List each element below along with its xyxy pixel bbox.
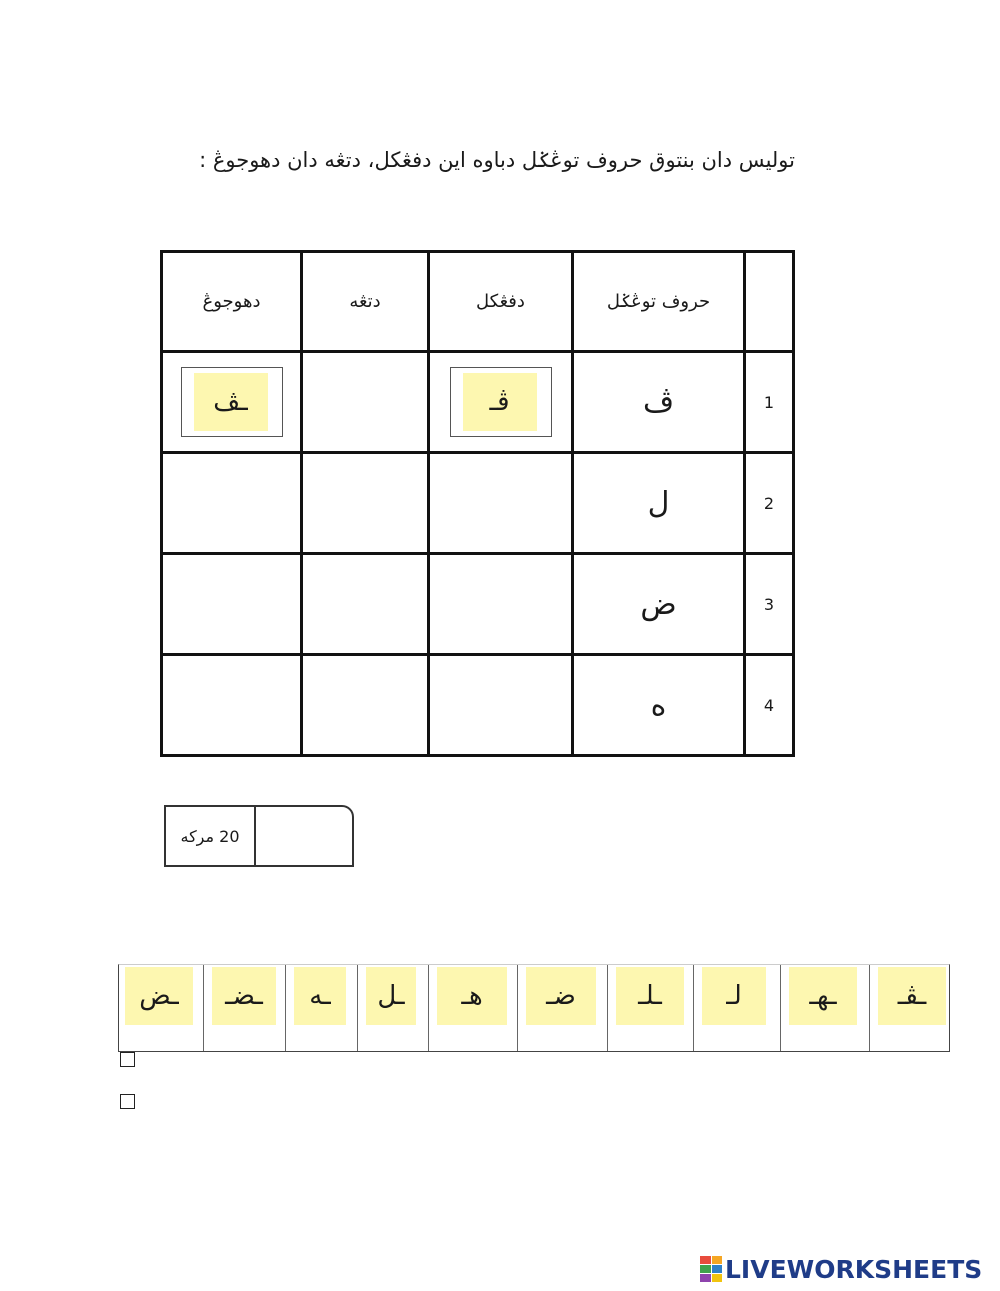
letters-table	[160, 250, 795, 757]
answer-tile[interactable]: ڤـ	[463, 373, 537, 431]
word-bank-cell	[781, 965, 870, 1051]
header-pangkal: دفڠكل	[429, 252, 573, 352]
word-bank-cell	[358, 965, 429, 1051]
header-single-letter: حروف توڠݢل	[573, 252, 745, 352]
draggable-tile[interactable]: ـه	[294, 967, 346, 1025]
word-bank-cell	[119, 965, 204, 1051]
table-header-row	[162, 252, 794, 352]
drop-cell-tengah-2[interactable]	[302, 453, 429, 554]
drop-cell-hujung-4[interactable]	[162, 655, 302, 756]
logo-text: LIVEWORKSHEETS	[725, 1254, 983, 1284]
draggable-tile[interactable]: ـض	[125, 967, 193, 1025]
drop-cell-hujung-2[interactable]	[162, 453, 302, 554]
table-row	[162, 352, 794, 453]
word-bank-cell	[870, 965, 949, 1051]
drop-cell-tengah-1[interactable]	[302, 352, 429, 453]
draggable-tile[interactable]: ضـ	[526, 967, 596, 1025]
drop-cell-pangkal-1[interactable]	[429, 352, 573, 453]
header-hujung: دهوجوڠ	[162, 252, 302, 352]
row-number: 1	[745, 352, 794, 453]
row-number: 4	[745, 655, 794, 756]
liveworksheets-logo	[700, 1255, 982, 1283]
draggable-tile[interactable]: ـهـ	[789, 967, 857, 1025]
word-bank-cell	[286, 965, 358, 1051]
drop-cell-pangkal-4[interactable]	[429, 655, 573, 756]
word-bank	[118, 964, 950, 1052]
table-row	[162, 554, 794, 655]
checkbox-1[interactable]	[120, 1052, 135, 1067]
drop-cell-hujung-1[interactable]	[162, 352, 302, 453]
score-value	[256, 807, 352, 865]
instruction-text: توليس دان بنتوق حروف توڠݢل دباوه اين دفڠكل، دتڠه دان دهوجوڠ :	[199, 148, 795, 172]
score-label: 20 مركه	[166, 807, 256, 865]
single-letter: ه	[573, 655, 745, 756]
header-tengah: دتڠه	[302, 252, 429, 352]
row-number: 3	[745, 554, 794, 655]
word-bank-cell	[204, 965, 286, 1051]
row-number: 2	[745, 453, 794, 554]
table-row	[162, 453, 794, 554]
logo-blocks-icon	[700, 1256, 722, 1282]
header-number	[745, 252, 794, 352]
word-bank-cell	[694, 965, 781, 1051]
drop-cell-tengah-3[interactable]	[302, 554, 429, 655]
drop-cell-pangkal-3[interactable]	[429, 554, 573, 655]
single-letter: ل	[573, 453, 745, 554]
score-box	[164, 805, 354, 867]
drop-cell-hujung-3[interactable]	[162, 554, 302, 655]
draggable-tile[interactable]: ـڤـ	[878, 967, 946, 1025]
drop-cell-tengah-4[interactable]	[302, 655, 429, 756]
word-bank-cell	[608, 965, 694, 1051]
draggable-tile[interactable]: ـل	[366, 967, 416, 1025]
single-letter: ڤ	[573, 352, 745, 453]
drop-zone-pangkal-1[interactable]	[450, 367, 552, 437]
table-row	[162, 655, 794, 756]
answer-tile[interactable]: ـڤ	[194, 373, 268, 431]
drop-cell-pangkal-2[interactable]	[429, 453, 573, 554]
draggable-tile[interactable]: لـ	[702, 967, 766, 1025]
draggable-tile[interactable]: ـلـ	[616, 967, 684, 1025]
draggable-tile[interactable]: هـ	[437, 967, 507, 1025]
checkbox-2[interactable]	[120, 1094, 135, 1109]
drop-zone-hujung-1[interactable]	[181, 367, 283, 437]
word-bank-cell	[518, 965, 608, 1051]
draggable-tile[interactable]: ـضـ	[212, 967, 276, 1025]
word-bank-cell	[429, 965, 518, 1051]
single-letter: ض	[573, 554, 745, 655]
